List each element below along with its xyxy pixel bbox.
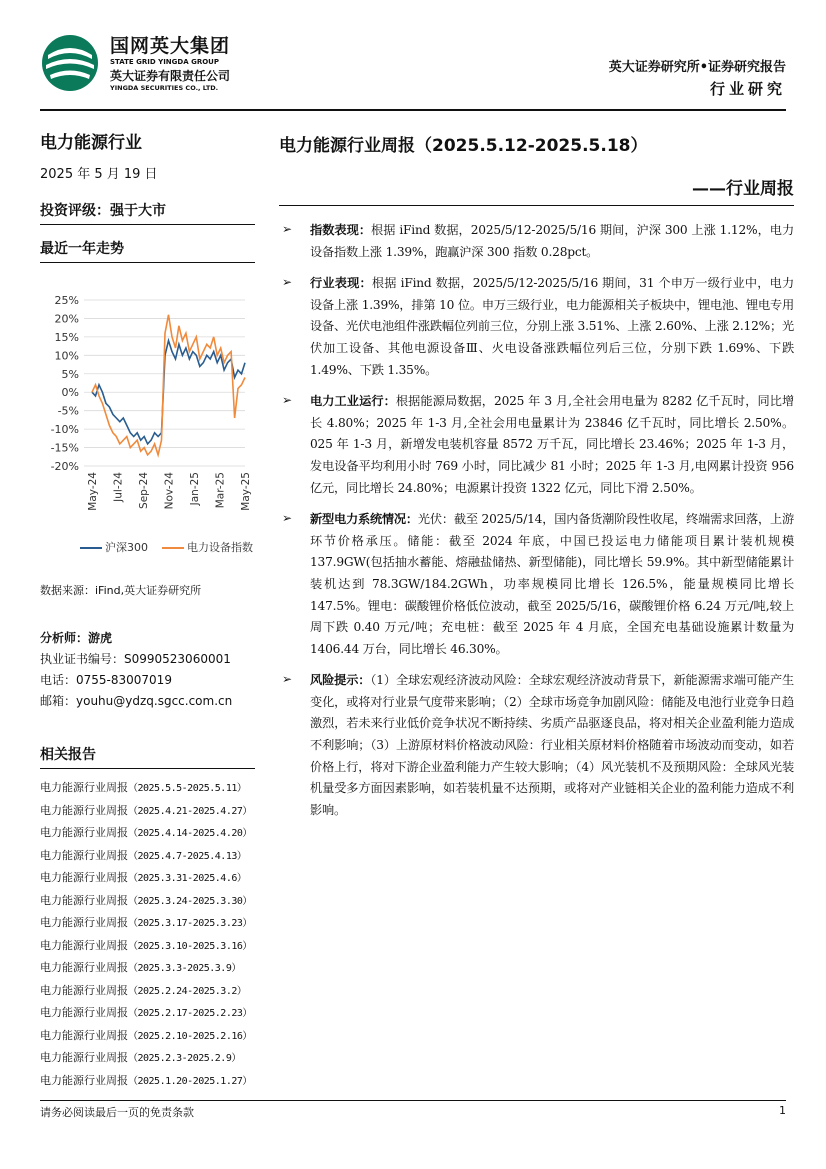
- analyst-email: 邮箱：youhu@ydzq.sgcc.com.cn: [40, 694, 233, 708]
- arrow-bullet-icon: ➢: [282, 393, 293, 408]
- y-tick-label: -20%: [50, 460, 79, 473]
- related-report-range: （2025.3.24-2025.3.30）: [128, 895, 252, 907]
- related-report-item[interactable]: [40, 980, 255, 1003]
- report-title: 电力能源行业周报（2025.5.12-2025.5.18）: [279, 136, 648, 156]
- bullet-body: 光伏：截至 2025/5/14，国内备货潮阶段性收尾，终端需求回落，上游环节价格承压。储能：截至 2024 年底，中国已投运电力储能项目累计装机规模 137.9GW(包括抽水蓄能、熔融盐储热、新型储能)，同比增长 59.9%。其中新型储能累计装机达到 78.3GW/184.2GWh，功率规模同比增长 126.5%，能量规模同比增长 147.5%。锂电：碳酸锂价格低位波动，截至 2025/5/16，碳酸锂价格 6.24 万元/吨,较上周下跌 0.40 万元/吨；充电桩：截至 2025 年 4 月底，全国充电基础设施累计数量为 1406.44 万台，同比增长 46.30%。: [310, 512, 794, 656]
- legend-swatch-hs300: [80, 547, 102, 549]
- arrow-bullet-icon: ➢: [282, 275, 293, 290]
- logo-cn-name: 国网英大集团: [110, 35, 231, 57]
- y-tick-label: 25%: [54, 294, 79, 307]
- related-report-item[interactable]: [40, 957, 255, 980]
- page-number: 1: [779, 1104, 786, 1117]
- y-tick-label: -15%: [50, 441, 79, 455]
- related-report-item[interactable]: [40, 912, 255, 935]
- analyst-info: [40, 628, 232, 712]
- related-title: 相关报告: [40, 747, 96, 763]
- bullet-text: [310, 220, 794, 263]
- related-report-name: 电力能源行业周报: [40, 803, 128, 817]
- related-report-item[interactable]: [40, 800, 255, 823]
- related-list: [40, 777, 255, 1092]
- bullet-body: 根据能源局数据，2025 年 3 月,全社会用电量为 8282 亿千瓦时，同比增长 4.80%；2025 年 1-3 月,全社会用电量累计为 23846 亿千瓦时，同比增长 2.50%。025 年 1-3 月，新增发电装机容量 8572 万千瓦，同比增长 23.46%；2025 年 1-3 月，发电设备平均利用小时 769 小时，同比减少 81 小时；2025 年 1-3 月,电网累计投资 956 亿元，同比增长 24.80%；电源累计投资 1322 亿元，同比下滑 2.50%。: [310, 394, 794, 495]
- bullet-text: [310, 509, 794, 660]
- bullet-body: （1）全球宏观经济波动风险：全球宏观经济波动背景下，新能源需求端可能产生变化，或将对行业景气度带来影响；（2）全球市场竞争加剧风险：储能及电池行业竞争日趋激烈，若未来行业低价竞争状况不断持续、劣质产品驱逐良品，将对相关企业盈利能力造成不利影响；（3）上游原材料价格波动风险：行业相关原材料价格随着市场波动而变动，如若价格上行，将对下游企业盈利能力产生较大影响；（4）风光装机不及预期风险：全球风光装机量受多方面因素影响，如若装机量不达预期，或将对产业链相关企业的盈利能力造成不利影响。: [310, 673, 794, 817]
- related-report-name: 电力能源行业周报: [40, 826, 128, 839]
- related-report-name: 电力能源行业周报: [40, 871, 128, 884]
- report-category: 行业研究: [709, 80, 786, 98]
- related-report-range: （2025.3.31-2025.4.6）: [128, 873, 247, 884]
- institute-label: 英大证券研究所•证券研究报告: [608, 60, 786, 75]
- bullet-index-performance: [282, 220, 794, 263]
- x-tick-label: May-25: [240, 472, 252, 511]
- bullet-body: 根据 iFind 数据，2025/5/12-2025/5/16 期间，31 个申万一级行业中，电力设备上涨 1.39%，排第 10 位。申万三级行业，电力能源相关子板块中，锂电池、锂电专用设备、光伏电池组件涨跌幅位列前三位，分别上涨 3.51%、上涨 2.60%、上涨 2.12%；光伏加工设备、其他电源设备Ⅲ、火电设备涨跌幅位列后三位，分别下跌 1.69%、下跌 1.49%、下跌 1.35%。: [310, 276, 794, 377]
- related-report-name: 电力能源行业周报: [40, 1006, 128, 1019]
- related-report-name: 电力能源行业周报: [40, 848, 128, 862]
- bullet-label: 行业表现：: [310, 276, 372, 291]
- related-report-name: 电力能源行业周报: [40, 1051, 128, 1064]
- related-report-range: （2025.1.20-2025.1.27）: [128, 1075, 252, 1087]
- related-report-range: （2025.2.17-2025.2.23）: [128, 1008, 252, 1019]
- data-source: 数据来源：iFind,英大证券研究所: [40, 584, 202, 597]
- x-tick-label: Nov-24: [163, 472, 176, 510]
- arrow-bullet-icon: ➢: [282, 222, 293, 236]
- trend-divider: [40, 262, 255, 263]
- related-report-range: （2025.2.24-2025.3.2）: [128, 985, 247, 997]
- bullet-text: [310, 273, 794, 381]
- left-sidebar: [40, 130, 255, 263]
- related-report-name: 电力能源行业周报: [40, 961, 128, 974]
- y-tick-label: 5%: [61, 367, 79, 381]
- bullet-new-power-system: [282, 509, 794, 660]
- series-line-power-equipment: [92, 315, 245, 455]
- related-report-item[interactable]: [40, 845, 255, 868]
- x-tick-label: May-24: [87, 472, 99, 511]
- related-report-range: （2025.2.3-2025.2.9）: [128, 1053, 241, 1064]
- related-report-item[interactable]: [40, 822, 255, 845]
- related-report-item[interactable]: [40, 1002, 255, 1025]
- related-report-range: （2025.3.17-2025.3.23）: [128, 918, 252, 929]
- industry-name: 电力能源行业: [40, 133, 142, 153]
- related-report-name: 电力能源行业周报: [40, 983, 128, 997]
- related-report-name: 电力能源行业周报: [40, 1028, 128, 1042]
- related-report-item[interactable]: [40, 867, 255, 890]
- bullet-text: [310, 670, 794, 821]
- y-tick-label: 0%: [61, 386, 79, 400]
- related-report-range: （2025.4.21-2025.4.27）: [128, 805, 252, 817]
- report-date: 2025 年 5 月 19 日: [40, 167, 158, 182]
- summary-bullets: [282, 220, 794, 831]
- title-divider: [279, 205, 794, 206]
- related-report-name: 电力能源行业周报: [40, 1073, 128, 1087]
- analyst-phone: 电话：0755-83007019: [40, 673, 172, 687]
- trend-title: 最近一年走势: [40, 241, 124, 257]
- related-report-item[interactable]: [40, 1047, 255, 1070]
- arrow-bullet-icon: ➢: [282, 511, 293, 526]
- state-grid-logo-icon: [40, 33, 100, 93]
- rating-divider: [40, 224, 255, 225]
- related-report-name: 电力能源行业周报: [40, 938, 128, 952]
- x-tick-label: Sep-24: [138, 472, 150, 509]
- y-tick-label: 20%: [54, 312, 79, 326]
- related-report-range: （2025.5.5-2025.5.11）: [128, 783, 247, 794]
- trend-chart-svg: [40, 282, 255, 537]
- trend-chart: [40, 282, 255, 567]
- y-tick-label: -5%: [57, 404, 79, 418]
- report-subtitle: ——行业周报: [692, 179, 794, 199]
- footer-disclaimer: 请务必阅读最后一页的免责条款: [40, 1106, 194, 1119]
- related-report-item[interactable]: [40, 1070, 255, 1093]
- license-number: 执业证书编号：S0990523060001: [40, 652, 231, 666]
- related-report-item[interactable]: [40, 890, 255, 913]
- x-tick-label: Jan-25: [189, 472, 201, 506]
- header-divider: [40, 109, 786, 111]
- bullet-label: 风险提示：: [310, 673, 371, 688]
- related-report-item[interactable]: [40, 935, 255, 958]
- related-divider: [40, 768, 255, 769]
- bullet-label: 新型电力系统情况：: [310, 512, 418, 527]
- y-tick-label: -10%: [50, 423, 79, 437]
- bullet-label: 指数表现：: [310, 223, 372, 237]
- related-report-range: （2025.4.7-2025.4.13）: [128, 850, 247, 862]
- footer-divider: [40, 1100, 786, 1101]
- y-tick-label: 15%: [54, 330, 79, 344]
- company-logo: [40, 33, 280, 97]
- bullet-body: 根据 iFind 数据，2025/5/12-2025/5/16 期间，沪深 300 上涨 1.12%，电力设备指数上涨 1.39%，跑赢沪深 300 指数 0.28pct。: [310, 223, 794, 259]
- related-report-range: （2025.3.10-2025.3.16）: [128, 940, 252, 952]
- bullet-industry-performance: [282, 273, 794, 381]
- x-tick-label: Jul-24: [112, 472, 125, 502]
- related-report-item[interactable]: [40, 777, 255, 800]
- bullet-text: [310, 391, 794, 499]
- bullet-risk-warning: [282, 670, 794, 821]
- chart-legend: [80, 539, 253, 555]
- related-report-name: 电力能源行业周报: [40, 893, 128, 907]
- bullet-label: 电力工业运行：: [310, 394, 396, 409]
- related-report-range: （2025.4.14-2025.4.20）: [128, 828, 252, 839]
- investment-rating: 投资评级：强于大市: [40, 203, 166, 219]
- related-report-name: 电力能源行业周报: [40, 916, 128, 929]
- y-tick-label: 10%: [54, 349, 79, 363]
- related-report-name: 电力能源行业周报: [40, 781, 128, 794]
- logo-cn-company: 英大证券有限责任公司: [110, 69, 231, 83]
- legend-swatch-power: [162, 547, 184, 549]
- bullet-power-industry: [282, 391, 794, 499]
- related-report-range: （2025.3.3-2025.3.9）: [128, 963, 241, 974]
- arrow-bullet-icon: ➢: [282, 672, 293, 687]
- logo-en-company: YINGDA SECURITIES CO., LTD.: [110, 84, 219, 92]
- logo-en-name: STATE GRID YINGDA GROUP: [110, 58, 219, 66]
- analyst-name: 分析师：游虎: [40, 631, 113, 645]
- legend-label-power: 电力设备指数: [187, 541, 253, 554]
- legend-label-hs300: 沪深300: [105, 541, 148, 554]
- related-reports: [40, 745, 255, 1092]
- related-report-range: （2025.2.10-2025.2.16）: [128, 1030, 252, 1042]
- x-tick-label: Mar-25: [214, 472, 227, 509]
- related-report-item[interactable]: [40, 1025, 255, 1048]
